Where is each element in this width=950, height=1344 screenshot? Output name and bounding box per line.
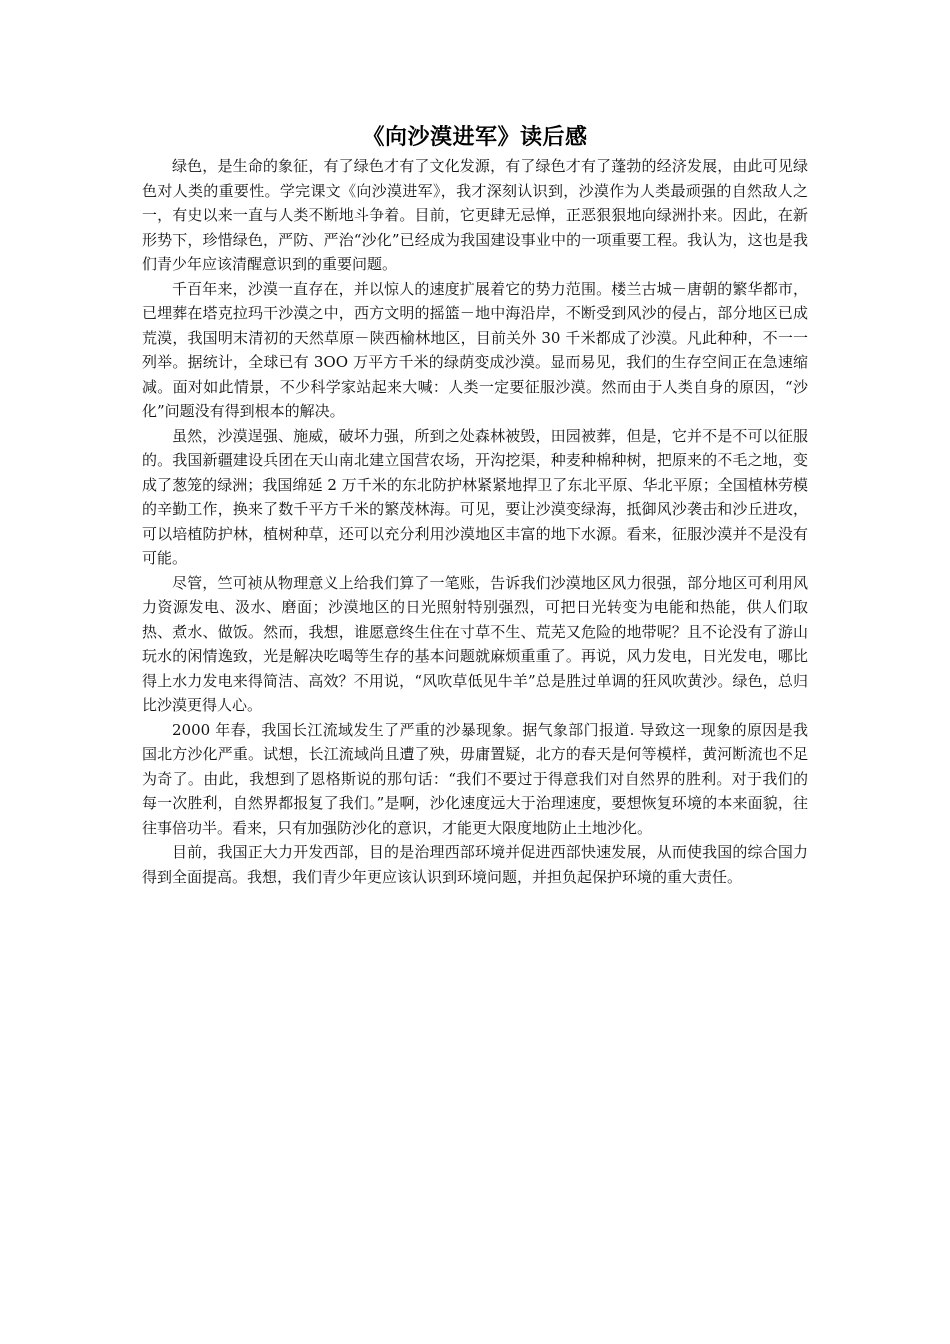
paragraph-5: 2000 年春，我国长江流域发生了严重的沙暴现象。据气象部门报道. 导致这一现象的原因是我国北方沙化严重。试想，长江流域尚且遭了殃，毋庸置疑，北方的春天是何等模样，黄河断流也不足为奇了。由此，我想到了恩格斯说的那句话：“我们不要过于得意我们对自然界的胜利。对于我们的每一次胜利，自然界都报复了我们。”是啊，沙化速度远大于治理速度，要想恢复环境的本来面貌，往往事倍功半。看来，只有加强防沙化的意识，才能更大限度地防止土地沙化。 xyxy=(142,720,808,837)
paragraph-6: 目前，我国正大力开发西部，目的是治理西部环境并促进西部快速发展，从而使我国的综合国力得到全面提高。我想，我们青少年更应该认识到环境问题，并担负起保护环境的重大责任。 xyxy=(142,843,808,886)
document-body xyxy=(142,122,808,889)
paragraph-3: 虽然，沙漠逞强、施威，破坏力强，所到之处森林被毁，田园被葬，但是，它并不是不可以征服的。我国新疆建设兵团在天山南北建立国营农场，开沟挖渠，种麦种棉种树，把原来的不毛之地，变成了葱笼的绿洲；我国绵延 2 万千米的东北防护林紧紧地捍卫了东北平原、华北平原；全国植林劳模的辛勤工作，换来了数千平方千米的繁茂林海。可见，要让沙漠变绿海，抵御风沙袭击和沙丘进攻，可以培植防护林，植树种草，还可以充分利用沙漠地区丰富的地下水源。看来，征服沙漠并不是没有可能。 xyxy=(142,426,808,567)
document-title: 《向沙漠进军》读后感 xyxy=(362,124,588,150)
paragraph-1: 绿色，是生命的象征，有了绿色才有了文化发源，有了绿色才有了蓬勃的经济发展，由此可见绿色对人类的重要性。学完课文《向沙漠进军》，我才深刻认识到，沙漠作为人类最顽强的自然敌人之一，有史以来一直与人类不断地斗争着。目前，它更肆无忌惮，正恶狠狠地向绿洲扑来。因此，在新形势下，珍惜绿色，严防、严治“沙化”已经成为我国建设事业中的一项重要工程。我认为，这也是我们青少年应该清醒意识到的重要问题。 xyxy=(142,157,808,273)
paragraph-2: 千百年来，沙漠一直存在，并以惊人的速度扩展着它的势力范围。楼兰古城－唐朝的繁华都市，已埋葬在塔克拉玛干沙漠之中，西方文明的摇篮－地中海沿岸，不断受到风沙的侵占，部分地区已成荒漠，我国明末清初的天然草原－陕西榆林地区，目前关外 30 千米都成了沙漠。凡此种种，不一一列举。据统计，全球已有 3OO 万平方千米的绿荫变成沙漠。显而易见，我们的生存空间正在急速缩减。面对如此情景，不少科学家站起来大喊：人类一定要征服沙漠。然而由于人类自身的原因，“沙化”问题没有得到根本的解决。 xyxy=(142,279,808,420)
paragraph-4: 尽管，竺可祯从物理意义上给我们算了一笔账，告诉我们沙漠地区风力很强，部分地区可利用风力资源发电、汲水、磨面；沙漠地区的日光照射特别强烈，可把日光转变为电能和热能，供人们取热、煮水、做饭。然而，我想，谁愿意终生住在寸草不生、荒芜又危险的地带呢？且不论没有了游山玩水的闲情逸致，光是解决吃喝等生存的基本问题就麻烦重重了。再说，风力发电，日光发电，哪比得上水力发电来得简洁、高效？不用说，“风吹草低见牛羊”总是胜过单调的狂风吹黄沙。绿色，总归比沙漠更得人心。 xyxy=(142,573,808,714)
